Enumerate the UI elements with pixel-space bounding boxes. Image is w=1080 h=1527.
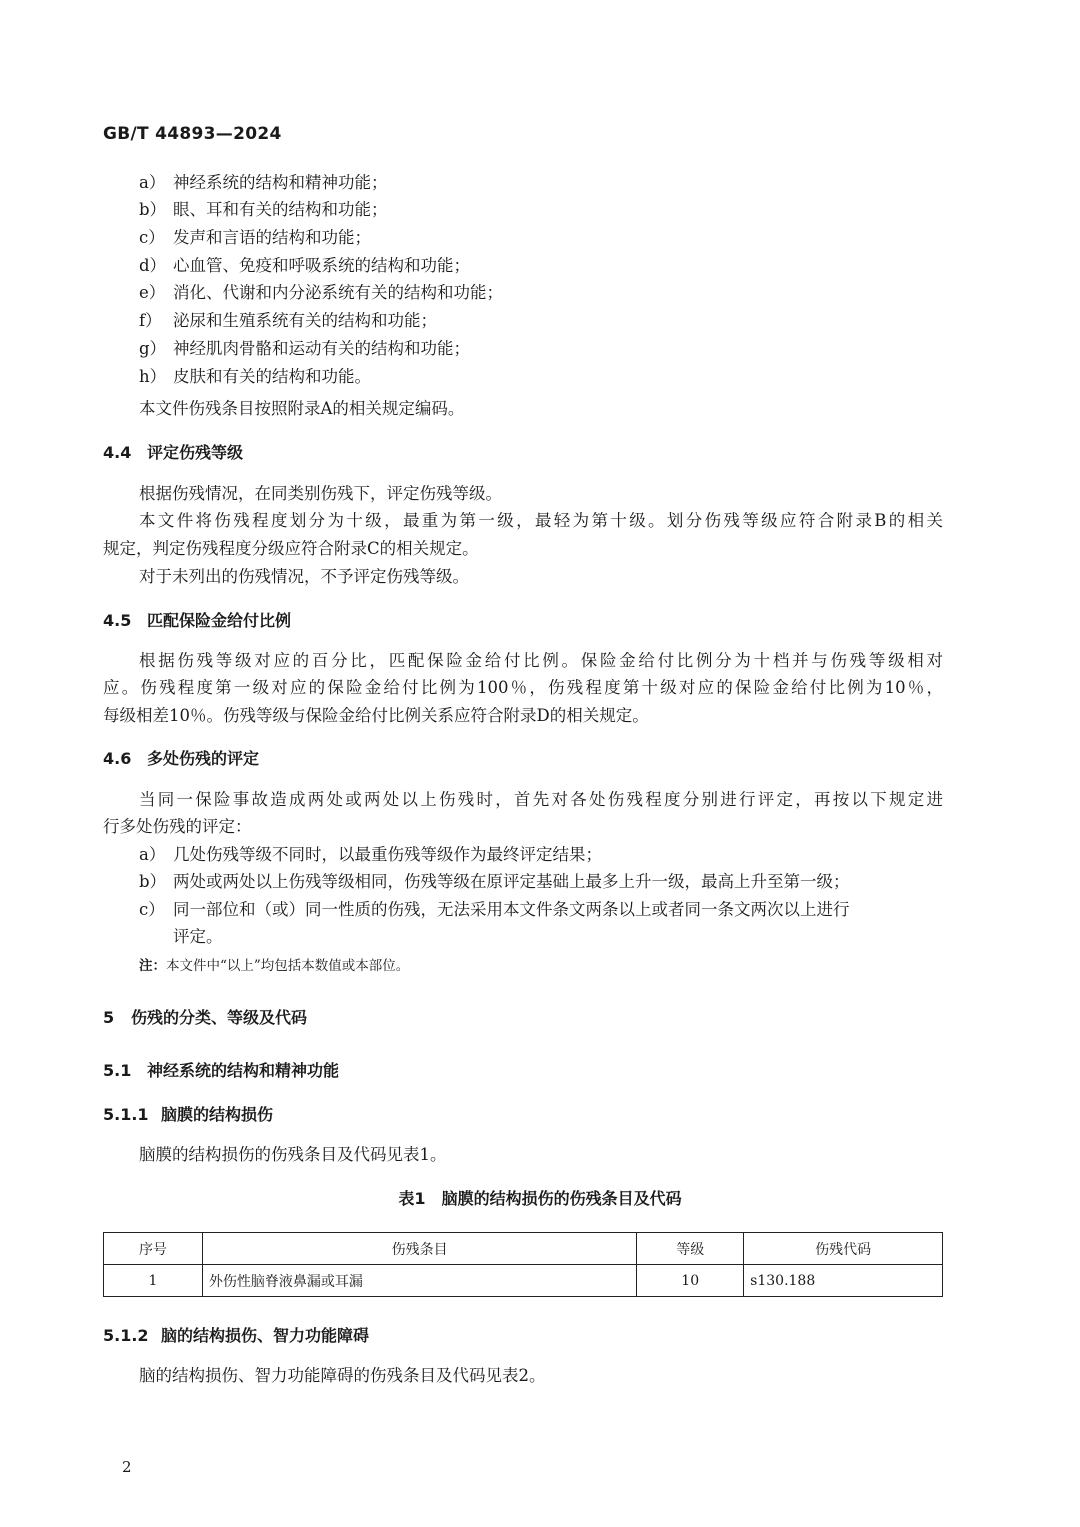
section-heading-4-5: 4.5 匹配保险金给付比例 (103, 611, 292, 630)
table-row (104, 1265, 943, 1297)
list-item: f） 泌尿和生殖系统有关的结构和功能； (139, 311, 437, 330)
column-header: 伤残条目 (202, 1233, 636, 1265)
list-item: a） 几处伤残等级不同时，以最重伤残等级作为最终评定结果； (139, 845, 602, 864)
list-item-continuation: 评定。 (173, 927, 223, 946)
list-item: h） 皮肤和有关的结构和功能。 (139, 367, 371, 386)
column-header: 伤残代码 (744, 1233, 943, 1265)
table-caption: 表1 脑膜的结构损伤的伤残条目及代码 (398, 1189, 682, 1208)
list-item: c） 同一部位和（或）同一性质的伤残，无法采用本文件条文两条以上或者同一条文两次以上进行 (139, 900, 850, 919)
section-heading-5-1-2: 5.1.2 脑的结构损伤、智力功能障碍 (103, 1326, 370, 1345)
column-header: 序号 (104, 1233, 203, 1265)
paragraph: 根据伤残情况，在同类别伤残下，评定伤残等级。 (139, 484, 502, 503)
note: 注：本文件中“以上”均包括本数值或本部位。 (139, 958, 410, 974)
paragraph: 本文件将伤残程度划分为十级，最重为第一级，最轻为第十级。划分伤残等级应符合附录B的相关 (139, 511, 943, 530)
paragraph-continuation: 每级相差10％。伤残等级与保险金给付比例关系应符合附录D的相关规定。 (103, 706, 649, 725)
list-item: d） 心血管、免疫和呼吸系统的结构和功能； (139, 256, 470, 275)
coding-note: 本文件伤残条目按照附录A的相关规定编码。 (139, 399, 465, 418)
paragraph: 对于未列出的伤残情况，不予评定伤残等级。 (139, 567, 469, 586)
section-heading-5-1: 5.1 神经系统的结构和精神功能 (103, 1061, 340, 1080)
paragraph: 脑膜的结构损伤的伤残条目及代码见表1。 (139, 1145, 447, 1164)
column-header: 等级 (637, 1233, 744, 1265)
paragraph-continuation: 应。伤残程度第一级对应的保险金给付比例为100％，伤残程度第十级对应的保险金给付比例为10％， (103, 678, 943, 697)
paragraph: 根据伤残等级对应的百分比，匹配保险金给付比例。保险金给付比例分为十档并与伤残等级相对 (139, 651, 943, 670)
cell-no: 1 (104, 1265, 203, 1297)
paragraph: 脑的结构损伤、智力功能障碍的伤残条目及代码见表2。 (139, 1366, 546, 1385)
document-code: GB/T 44893—2024 (103, 124, 282, 144)
cell-code: s130.188 (744, 1265, 943, 1297)
cell-grade: 10 (637, 1265, 744, 1297)
list-item: b） 两处或两处以上伤残等级相同，伤残等级在原评定基础上最多上升一级，最高上升至第一级； (139, 872, 850, 891)
table-1 (103, 1232, 943, 1297)
paragraph: 当同一保险事故造成两处或两处以上伤残时，首先对各处伤残程度分别进行评定，再按以下规定进 (139, 790, 943, 809)
page-number: 2 (122, 1458, 132, 1476)
cell-item: 外伤性脑脊液鼻漏或耳漏 (202, 1265, 636, 1297)
list-item: c） 发声和言语的结构和功能； (139, 228, 371, 247)
paragraph-continuation: 规定，判定伤残程度分级应符合附录C的相关规定。 (103, 539, 479, 558)
paragraph-continuation: 行多处伤残的评定： (103, 817, 252, 836)
list-item: g） 神经肌肉骨骼和运动有关的结构和功能； (139, 339, 470, 358)
section-heading-5: 5 伤残的分类、等级及代码 (103, 1008, 308, 1027)
list-item: e） 消化、代谢和内分泌系统有关的结构和功能； (139, 283, 503, 302)
section-heading-5-1-1: 5.1.1 脑膜的结构损伤 (103, 1105, 274, 1124)
list-item: b） 眼、耳和有关的结构和功能； (139, 200, 388, 219)
list-item: a） 神经系统的结构和精神功能； (139, 173, 388, 192)
table-header-row (104, 1233, 943, 1265)
section-heading-4-6: 4.6 多处伤残的评定 (103, 749, 260, 768)
section-heading-4-4: 4.4 评定伤残等级 (103, 443, 244, 462)
